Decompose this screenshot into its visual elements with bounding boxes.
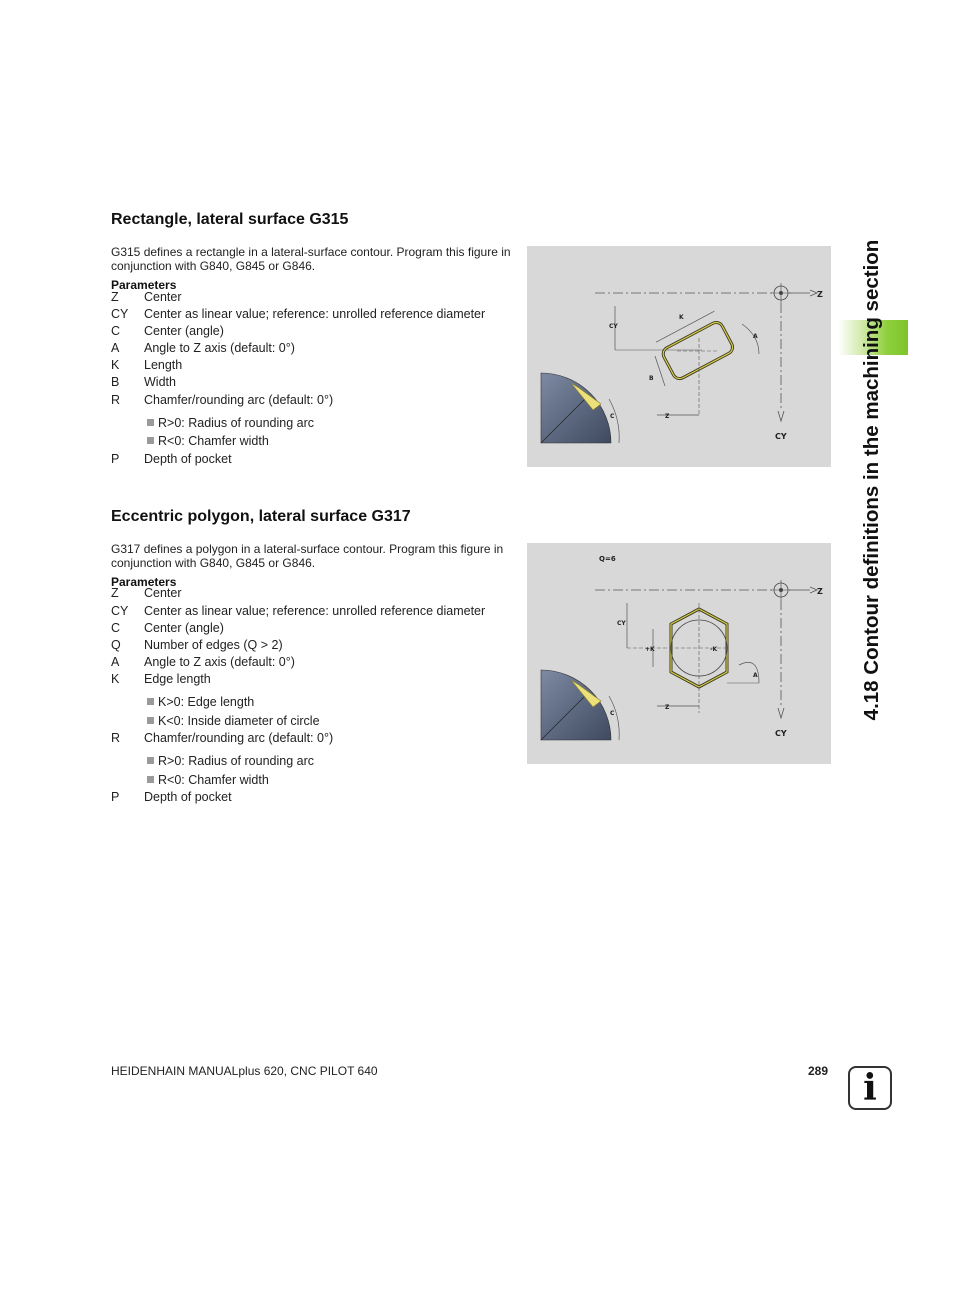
- bullet-square-icon: [147, 419, 154, 426]
- cy-dimension-label: CY: [617, 620, 626, 627]
- bullet-square-icon: [147, 717, 154, 724]
- param-row: K Length: [111, 358, 183, 372]
- param-row: Z Center: [111, 586, 182, 600]
- a-angle-label: A: [753, 333, 758, 340]
- param-row: CY Center as linear value; reference: unrolled reference diameter: [111, 604, 486, 618]
- figure-g317-svg: [527, 543, 831, 764]
- c-angle-label: C: [610, 413, 615, 420]
- section-title-g315: Rectangle, lateral surface G315: [111, 211, 349, 228]
- figure-g317-diagram: [527, 543, 831, 764]
- z-axis-arrowhead: [810, 290, 817, 296]
- z-axis-label: Z: [817, 587, 823, 596]
- z-axis-arrowhead: [810, 587, 817, 593]
- footer-publication: HEIDENHAIN MANUALplus 620, CNC PILOT 640: [111, 1064, 378, 1078]
- info-icon: i: [848, 1066, 892, 1110]
- param-row: P Depth of pocket: [111, 452, 232, 466]
- cy-axis-label: CY: [775, 432, 787, 441]
- section-intro-g315: G315 defines a rectangle in a lateral-surface contour. Program this figure in conjunction with G840, G845 or G846.: [111, 245, 511, 273]
- minus-k-label: -K: [710, 646, 718, 653]
- param-subitem: K>0: Edge length: [147, 694, 254, 711]
- param-row: C Center (angle): [111, 621, 224, 635]
- bullet-square-icon: [147, 698, 154, 705]
- figure-g315-svg: [527, 246, 831, 467]
- param-row: A Angle to Z axis (default: 0°): [111, 341, 295, 355]
- param-row: R Chamfer/rounding arc (default: 0°): [111, 393, 334, 407]
- param-row: Z Center: [111, 290, 182, 304]
- q-value-label: Q=6: [599, 555, 616, 563]
- plus-k-label: +K: [645, 646, 655, 653]
- parameters-label-g315: Parameters: [111, 278, 177, 292]
- z-dimension-label: Z: [665, 413, 670, 420]
- a-angle-label: A: [753, 672, 758, 679]
- param-subitem: R<0: Chamfer width: [147, 433, 269, 450]
- param-row: Q Number of edges (Q > 2): [111, 638, 283, 652]
- param-subitem: R>0: Radius of rounding arc: [147, 415, 314, 432]
- param-row: CY Center as linear value; reference: unrolled reference diameter: [111, 307, 486, 321]
- param-row: K Edge length: [111, 672, 211, 686]
- bullet-square-icon: [147, 757, 154, 764]
- cy-axis-label: CY: [775, 729, 787, 738]
- parameters-label-g317: Parameters: [111, 575, 177, 589]
- bullet-square-icon: [147, 776, 154, 783]
- section-title-g317: Eccentric polygon, lateral surface G317: [111, 508, 411, 525]
- figure-g315-diagram: [527, 246, 831, 467]
- c-angle-label: C: [610, 710, 615, 717]
- cy-axis-arrowhead: [778, 411, 784, 421]
- z-axis-label: Z: [817, 290, 823, 299]
- param-subitem: R<0: Chamfer width: [147, 772, 269, 789]
- z-dimension-label: Z: [665, 704, 670, 711]
- param-subitem: K<0: Inside diameter of circle: [147, 713, 320, 730]
- page-number: 289: [808, 1064, 829, 1078]
- cy-axis-arrowhead: [778, 708, 784, 718]
- chapter-sidebar-title: 4.18 Contour definitions in the machining section: [860, 239, 883, 721]
- b-dimension-label: B: [649, 375, 654, 382]
- k-dimension-label: K: [679, 314, 684, 321]
- param-subitem: R>0: Radius of rounding arc: [147, 753, 314, 770]
- b-dimension-line: [655, 356, 665, 386]
- param-row: A Angle to Z axis (default: 0°): [111, 655, 295, 669]
- param-row: C Center (angle): [111, 324, 224, 338]
- bullet-square-icon: [147, 437, 154, 444]
- param-row: P Depth of pocket: [111, 790, 232, 804]
- cy-dimension-label: CY: [609, 323, 618, 330]
- param-row: B Width: [111, 375, 176, 389]
- param-row: R Chamfer/rounding arc (default: 0°): [111, 731, 334, 745]
- section-intro-g317: G317 defines a polygon in a lateral-surface contour. Program this figure in conjunction with G840, G845 or G846.: [111, 542, 504, 570]
